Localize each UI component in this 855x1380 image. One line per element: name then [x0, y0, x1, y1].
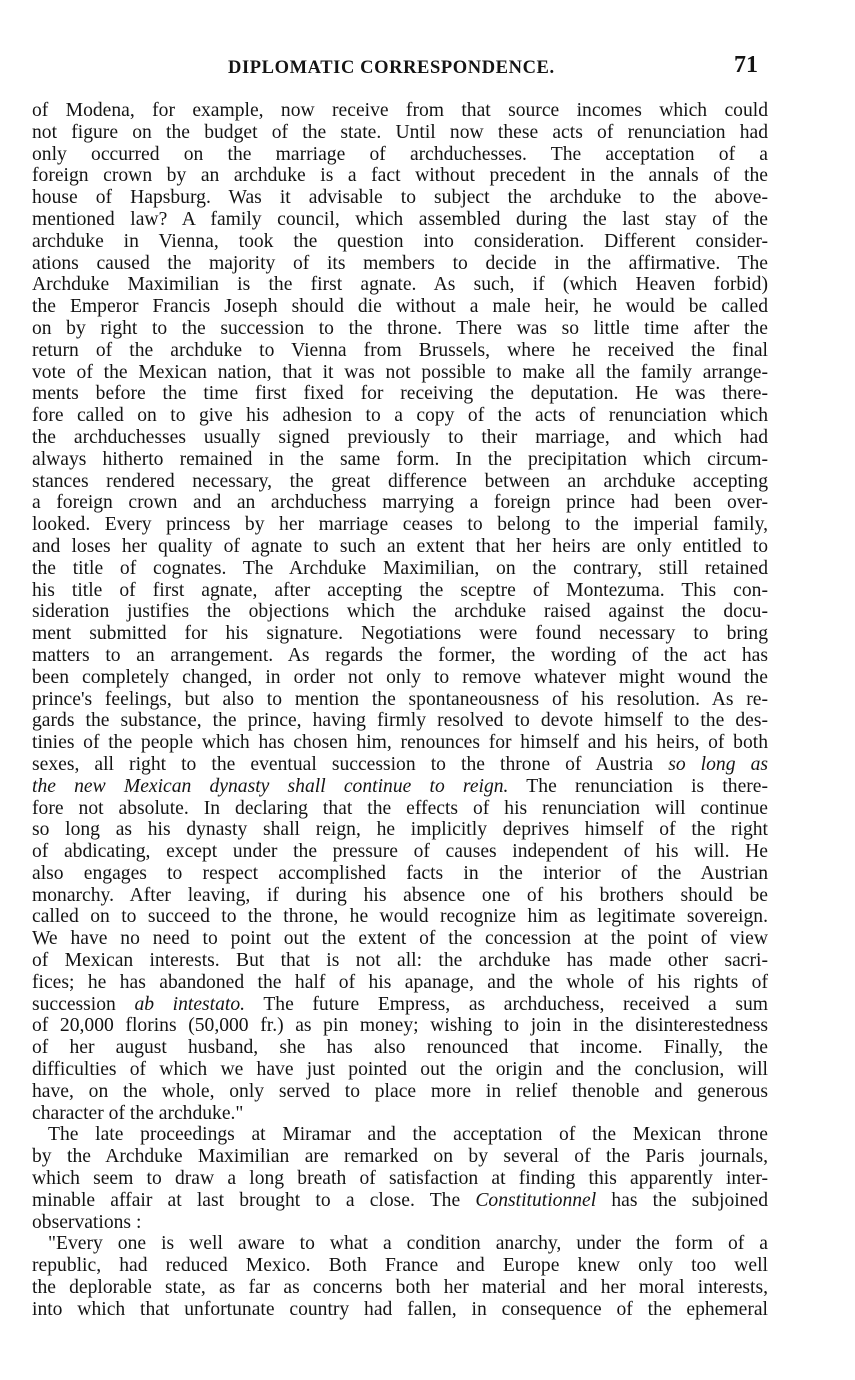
text-line: matters to an arrangement. As regards the former, the wording of the act has [32, 644, 768, 666]
text-line: the Emperor Francis Joseph should die without a male heir, he would be called [32, 296, 768, 318]
text-line [32, 776, 768, 798]
italic-phrase: Constitutionnel [475, 1189, 597, 1211]
text-line: sideration justifies the objections which the archduke raised against the docu- [32, 601, 768, 623]
text-line: the title of cognates. The Archduke Maximilian, on the contrary, still retained [32, 557, 768, 579]
text-line: which seem to draw a long breath of satisfaction at finding this apparently inter- [32, 1168, 768, 1190]
text-line: ments before the time first fixed for receiving the deputation. He was there- [32, 383, 768, 405]
text-line: ment submitted for his signature. Negotiations were found necessary to bring [32, 623, 768, 645]
text-line: Archduke Maximilian is the first agnate. As such, if (which Heaven forbid) [32, 274, 768, 296]
text-line: of Modena, for example, now receive from that source incomes which could [32, 100, 768, 121]
text-line: into which that unfortunate country had fallen, in consequence of the ephemeral [32, 1298, 768, 1320]
text-line: prince's feelings, but also to mention the spontaneousness of his resolution. As re- [32, 688, 768, 710]
text-line [32, 754, 768, 776]
body-text [32, 100, 768, 1321]
text-line: called on to succeed to the throne, he would recognize him as legitimate sovereign. [32, 906, 768, 928]
text-line: a foreign crown and an archduchess marrying a foreign prince had been over- [32, 492, 768, 514]
text-line [32, 1190, 768, 1212]
text-line: ations caused the majority of its members to decide in the affirmative. The [32, 252, 768, 274]
text-line: tinies of the people which has chosen him, renounces for himself and his heirs, of both [32, 732, 768, 754]
italic-phrase: the new Mexican dynasty shall continue to reign. [32, 775, 509, 797]
text-line: stances rendered necessary, the great difference between an archduke accepting [32, 470, 768, 492]
text-line: difficulties of which we have just pointed out the origin and the conclusion, will [32, 1059, 768, 1081]
text-line: of her august husband, she has also renounced that income. Finally, the [32, 1037, 768, 1059]
text-line: mentioned law? A family council, which assembled during the last stay of the [32, 208, 768, 230]
text-line: also engages to respect accomplished facts in the interior of the Austrian [32, 862, 768, 884]
text-line: archduke in Vienna, took the question into consideration. Different consider- [32, 230, 768, 252]
text-line: character of the archduke." [32, 1102, 244, 1124]
italic-phrase: ab intestato. [134, 993, 246, 1015]
text-line: fore not absolute. In declaring that the effects of his renunciation will continue [32, 797, 768, 819]
text-line: have, on the whole, only served to place more in relief thenoble and generous [32, 1080, 768, 1102]
text-line: not figure on the budget of the state. Until now these acts of renunciation had [32, 121, 768, 143]
text-segment: sexes, all right to the eventual succession to the throne of Austria [32, 753, 669, 775]
text-line: monarchy. After leaving, if during his absence one of his brothers should be [32, 884, 768, 906]
page-number: 71 [734, 52, 758, 78]
text-line: foreign crown by an archduke is a fact without precedent in the annals of the [32, 165, 768, 187]
text-line: We have no need to point out the extent of the concession at the point of view [32, 928, 768, 950]
text-line: on by right to the succession to the throne. There was so little time after the [32, 317, 768, 339]
text-line: looked. Every princess by her marriage ceases to belong to the imperial family, [32, 514, 768, 536]
text-line: the deplorable state, as far as concerns both her material and her moral interests, [32, 1277, 768, 1299]
text-segment: minable affair at last brought to a close. The [32, 1189, 476, 1211]
text-line: fices; he has abandoned the half of his apanage, and the whole of his rights of [32, 971, 768, 993]
text-line: republic, had reduced Mexico. Both France and Europe knew only too well [32, 1255, 768, 1277]
text-line: of Mexican interests. But that is not all: the archduke has made other sacri- [32, 950, 768, 972]
text-line: and loses her quality of agnate to such an extent that her heirs are only entitled to [32, 535, 768, 557]
text-line: only occurred on the marriage of archduchesses. The acceptation of a [32, 143, 768, 165]
text-line: been completely changed, in order not only to remove whatever might wound the [32, 666, 768, 688]
page-header [0, 52, 855, 86]
text-line: return of the archduke to Vienna from Brussels, where he received the final [32, 339, 768, 361]
text-segment: The renunciation is there- [508, 775, 769, 797]
text-line: of 20,000 florins (50,000 fr.) as pin money; wishing to join in the disinterestedness [32, 1015, 768, 1037]
text-line: his title of first agnate, after accepting the sceptre of Montezuma. This con- [32, 579, 768, 601]
text-segment: The future Empress, as archduchess, received a sum [245, 993, 768, 1015]
text-line: observations : [32, 1211, 142, 1233]
text-line: vote of the Mexican nation, that it was not possible to make all the family arrange- [32, 361, 768, 383]
text-line: of abdicating, except under the pressure of causes independent of his will. He [32, 841, 768, 863]
text-line [32, 994, 768, 1016]
text-line: The late proceedings at Miramar and the acceptation of the Mexican throne [48, 1124, 768, 1146]
text-line: so long as his dynasty shall reign, he implicitly deprives himself of the right [32, 819, 768, 841]
text-segment: has the subjoined [596, 1189, 768, 1211]
text-line: the archduchesses usually signed previously to their marriage, and which had [32, 426, 768, 448]
text-segment: succession [32, 993, 135, 1015]
text-line: gards the substance, the prince, having firmly resolved to devote himself to the des- [32, 710, 768, 732]
text-line: by the Archduke Maximilian are remarked on by several of the Paris journals, [32, 1146, 768, 1168]
running-title: DIPLOMATIC CORRESPONDENCE. [228, 58, 555, 78]
italic-phrase: so long as [668, 753, 768, 775]
text-line: house of Hapsburg. Was it advisable to subject the archduke to the above- [32, 187, 768, 209]
text-line: always hitherto remained in the same form. In the precipitation which circum- [32, 448, 768, 470]
text-line: "Every one is well aware to what a condition anarchy, under the form of a [48, 1233, 768, 1255]
text-line: fore called on to give his adhesion to a copy of the acts of renunciation which [32, 405, 768, 427]
